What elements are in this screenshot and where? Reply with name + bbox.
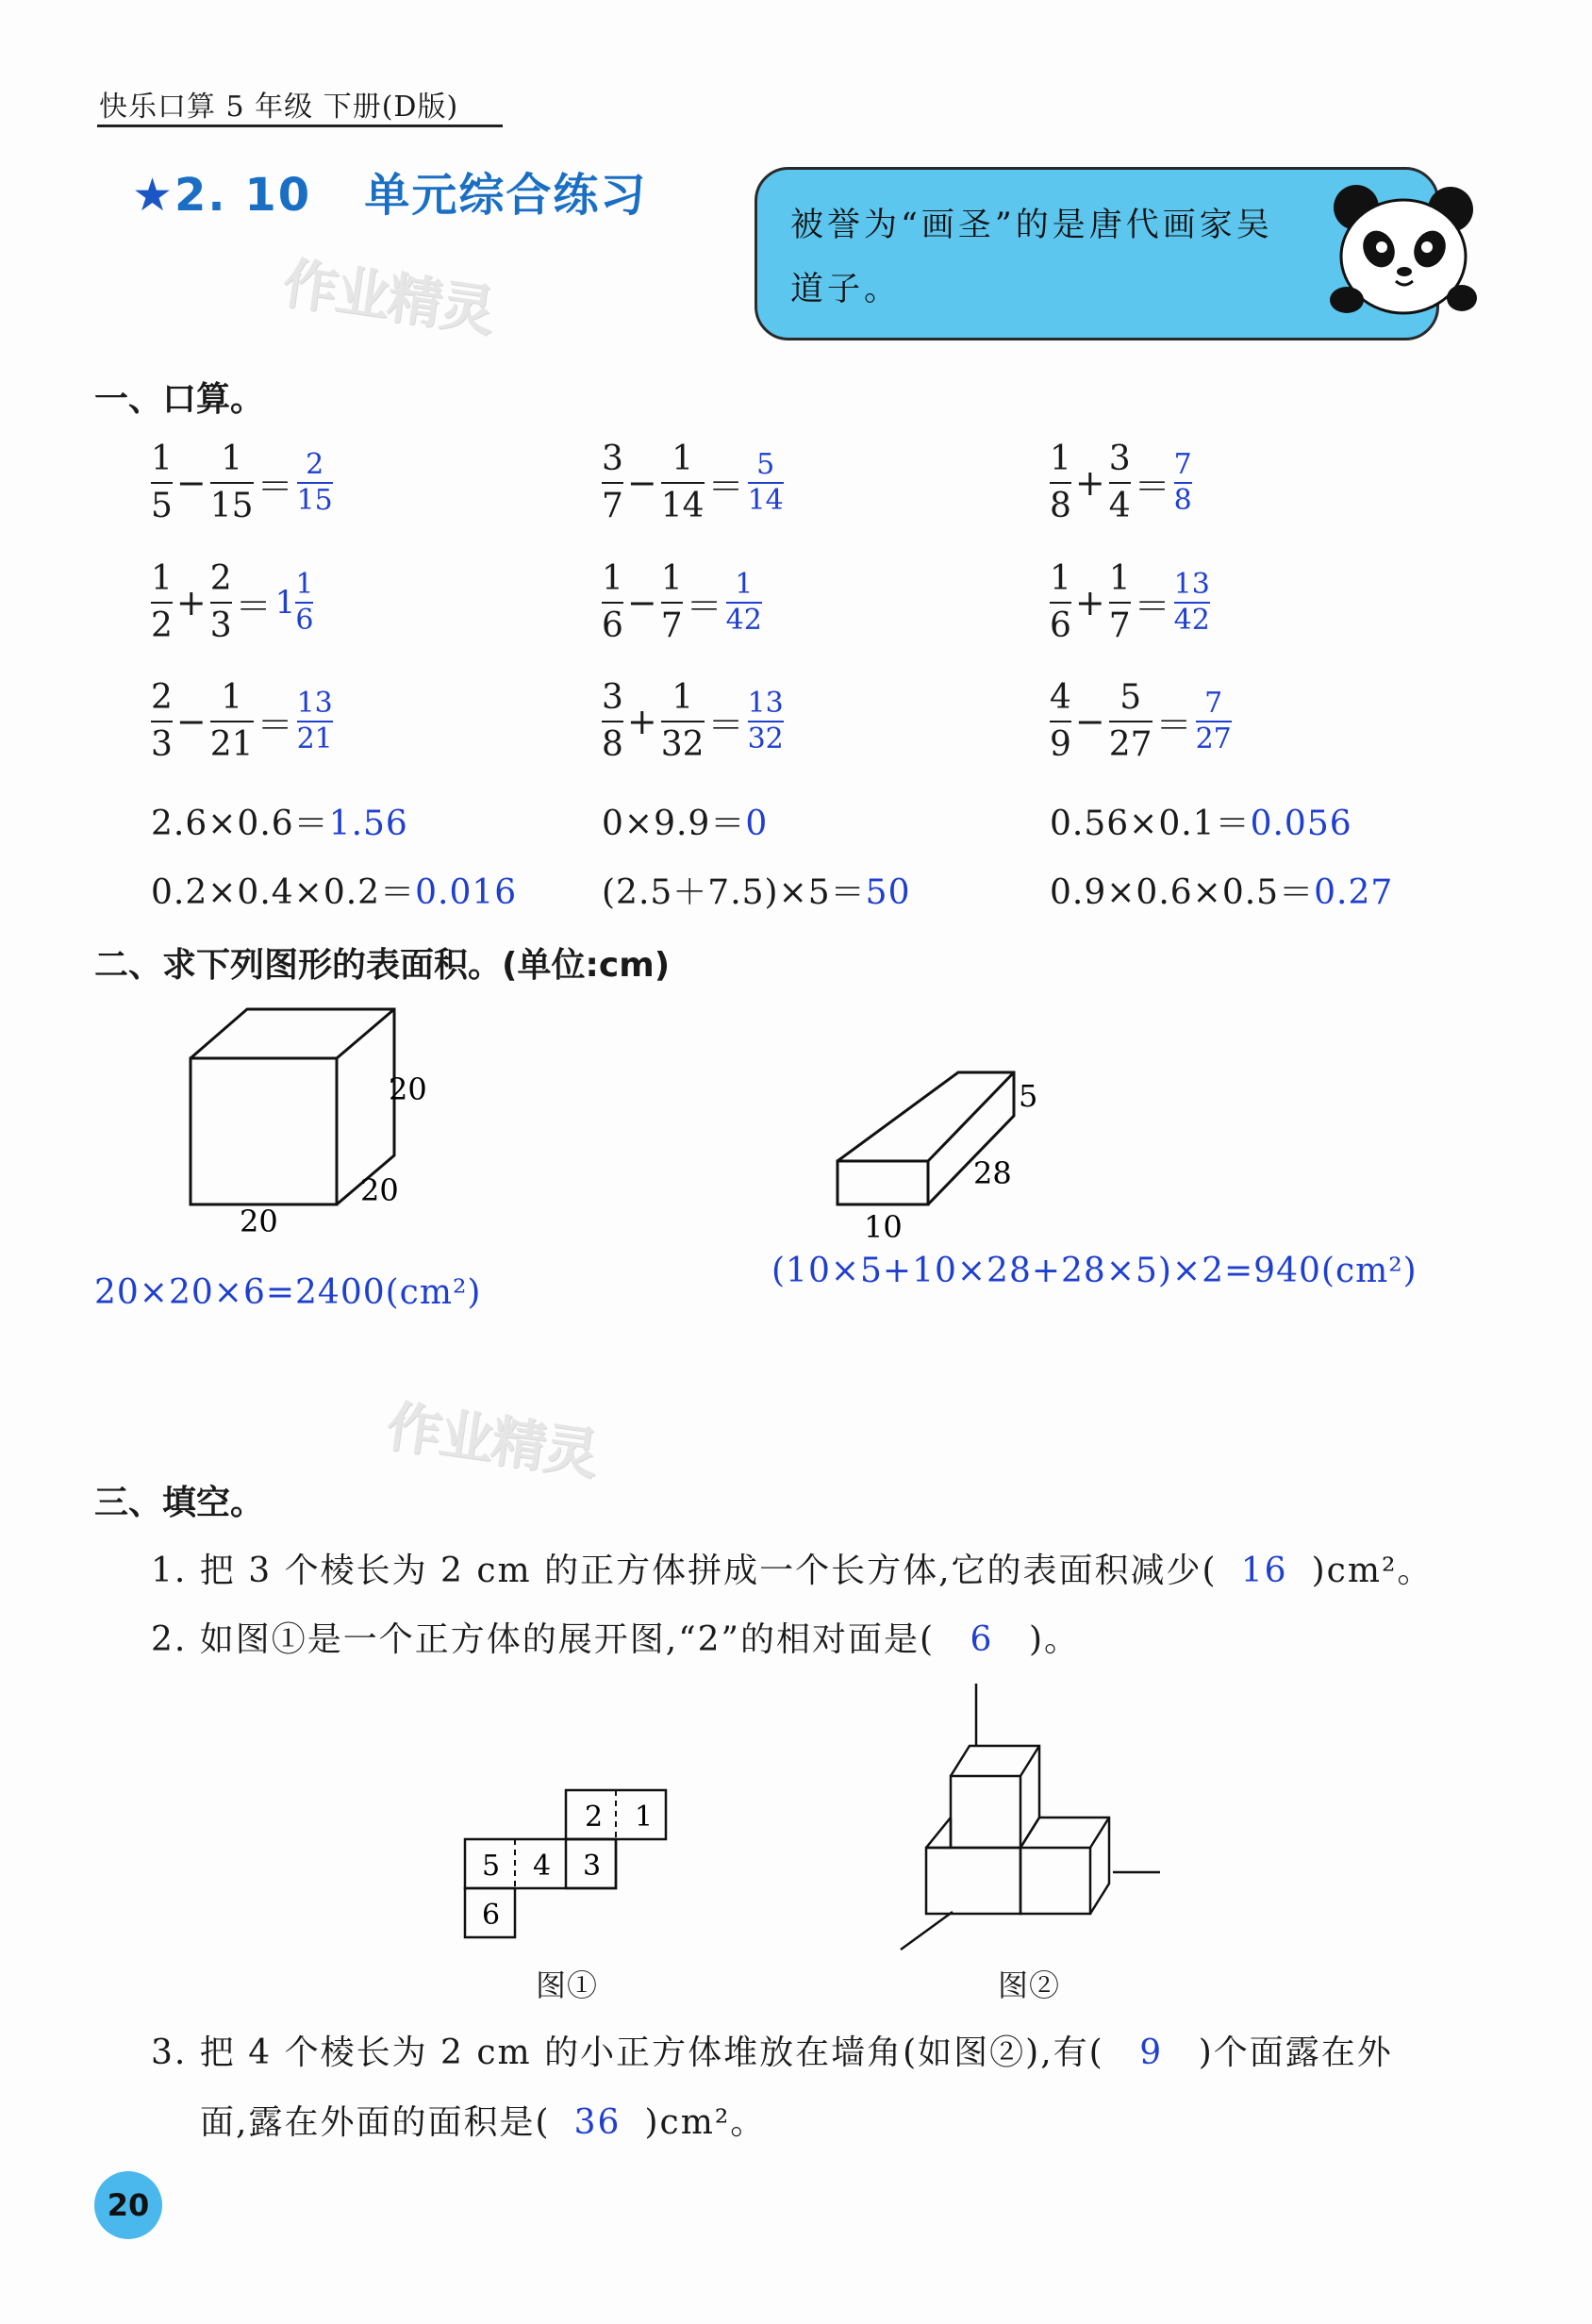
question-2: 2. 如图①是一个正方体的展开图,“2”的相对面是( 6 )。 [151,1620,1081,1659]
fraction-problem [602,677,784,766]
cube-net-figure [457,1783,684,1962]
section-title [132,158,647,224]
cuboid-depth-label: 28 [973,1155,1012,1191]
tip-line-1: 被誉为“画圣”的是唐代画家吴 [790,207,1273,244]
fraction-problem [602,439,784,527]
answer-whole: 1 [274,584,296,622]
cube-figure [179,1000,462,1239]
fraction-operand: $\frac{1}{7}$ [1108,559,1131,645]
equals-sign: ＝ [1155,704,1192,746]
fraction-answer: $\frac{13}{21}$ [296,687,333,755]
fraction-answer: $\frac{1}{42}$ [725,568,762,637]
cuboid-width-label: 10 [864,1209,903,1245]
equals-sign: ＝ [257,704,293,746]
fraction-operand: $\frac{1}{14}$ [660,440,705,525]
decimal-a2: 0 [745,805,769,843]
equals-sign: ＝ [1134,465,1170,507]
operator: − [626,582,657,623]
net-face-5: 5 [482,1850,501,1883]
cuboid-figure [830,1061,1066,1250]
fraction-problem [1050,439,1192,527]
fraction-answer: $\frac{2}{15}$ [296,448,333,517]
decimal-a1: 1.56 [328,805,408,843]
decimal-a3: 0.056 [1250,805,1352,843]
question-1: 1. 把 3 个棱长为 2 cm 的正方体拼成一个长方体,它的表面积减少( 16 )cm²。 [151,1552,1434,1590]
fraction-operand: $\frac{3}{7}$ [602,440,623,525]
net-face-6: 6 [482,1899,501,1932]
operator: − [175,701,207,742]
net-face-1: 1 [635,1801,654,1834]
tip-text [790,193,1337,322]
question-3-line-2: 面,露在外面的面积是( 36 )cm²。 [200,2103,767,2142]
net-face-4: 4 [533,1850,552,1883]
fraction-operand: $\frac{1}{15}$ [209,440,254,525]
fraction-operand: $\frac{1}{6}$ [602,559,623,645]
part2-title: 二、求下列图形的表面积。(单位:cm) [94,946,671,985]
operator: − [1074,701,1105,742]
fraction-operand: $\frac{2}{3}$ [209,559,232,645]
fraction-problem [151,558,313,647]
fraction-operand: $\frac{4}{9}$ [1050,678,1071,764]
answer-q3b: 36 [573,2103,622,2142]
figure-1-caption: 图① [536,1967,599,2003]
fraction-operand: $\frac{3}{4}$ [1108,440,1131,525]
star-icon: ★ [132,169,175,222]
net-face-2: 2 [585,1801,604,1834]
fraction-answer: $\frac{5}{14}$ [747,448,784,517]
fraction-answer: $\frac{7}{27}$ [1195,687,1232,755]
decimal-a5: 50 [865,873,911,912]
decimal-q5: (2.5＋7.5)×5＝50 [602,873,911,912]
cube-answer: 20×20×6=2400(cm²) [94,1273,482,1312]
cuboid-answer: (10×5+10×28+28×5)×2=940(cm²) [771,1252,1418,1290]
fraction-operand: $\frac{1}{6}$ [1050,559,1071,645]
operator: + [626,701,657,742]
fraction-operand: $\frac{5}{27}$ [1108,678,1153,764]
stacked-cubes-figure [896,1684,1169,1957]
section-name: 单元综合练习 [364,169,648,222]
fraction-operand: $\frac{1}{5}$ [151,440,173,525]
equals-sign: ＝ [707,465,744,507]
decimal-q6: 0.9×0.6×0.5＝0.27 [1050,873,1394,912]
watermark-2: 作业精灵 [382,1393,601,1487]
watermark: 作业精灵 [278,250,497,344]
answer-q2: 6 [970,1620,994,1659]
book-header: 快乐口算 5 年级 下册(D版) [99,91,459,124]
header-rule [97,124,503,127]
cube-depth-label: 20 [360,1172,399,1208]
decimal-a4: 0.016 [415,873,518,912]
part3-title: 三、填空。 [94,1484,265,1522]
panda-icon [1330,179,1476,321]
fraction-operand: $\frac{2}{3}$ [151,678,173,764]
decimal-q2: 0×9.9＝0 [602,805,769,843]
fraction-operand: $\frac{1}{32}$ [660,678,705,764]
equals-sign: ＝ [686,585,722,627]
question-3: 3. 把 4 个棱长为 2 cm 的小正方体堆放在墙角(如图②),有( 9 )个面露在外 [151,2034,1393,2072]
net-face-3: 3 [583,1850,602,1883]
equals-sign: ＝ [707,704,744,746]
decimal-a6: 0.27 [1314,873,1394,912]
fraction-answer: $\frac{1}{6}$ [295,568,314,637]
fraction-operand: $\frac{1}{21}$ [209,678,254,764]
cube-width-label: 20 [240,1204,278,1239]
fraction-operand: $\frac{3}{8}$ [602,678,623,764]
fraction-operand: $\frac{1}{2}$ [151,559,173,645]
fraction-answer: $\frac{7}{8}$ [1173,448,1192,517]
decimal-q3: 0.56×0.1＝0.056 [1050,805,1352,843]
operator: − [626,462,657,504]
decimal-q1: 2.6×0.6＝1.56 [151,805,408,843]
fraction-problem [602,558,762,647]
fraction-operand: $\frac{1}{7}$ [660,559,683,645]
part1-title: 一、口算。 [94,380,265,419]
page-number: 20 [94,2171,162,2239]
operator: + [1074,582,1105,623]
fraction-problem [151,439,333,527]
fraction-problem [1050,677,1232,766]
decimal-q4: 0.2×0.4×0.2＝0.016 [151,873,518,912]
tip-line-2: 道子。 [790,271,902,308]
cuboid-height-label: 5 [1019,1078,1038,1114]
fraction-answer: $\frac{13}{42}$ [1173,568,1210,637]
cube-height-label: 20 [389,1071,427,1107]
section-number: 2. 10 [174,169,312,222]
answer-q3a: 9 [1139,2034,1164,2072]
operator: + [175,582,207,623]
fraction-operand: $\frac{1}{8}$ [1050,440,1071,525]
fraction-answer: $\frac{13}{32}$ [747,687,784,755]
operator: + [1074,462,1105,504]
fraction-problem [151,677,333,766]
equals-sign: ＝ [235,585,272,627]
equals-sign: ＝ [257,465,293,507]
figure-2-caption: 图② [998,1967,1061,2003]
answer-q1: 16 [1240,1552,1288,1590]
equals-sign: ＝ [1134,585,1170,627]
operator: − [175,462,207,504]
fraction-problem [1050,558,1210,647]
